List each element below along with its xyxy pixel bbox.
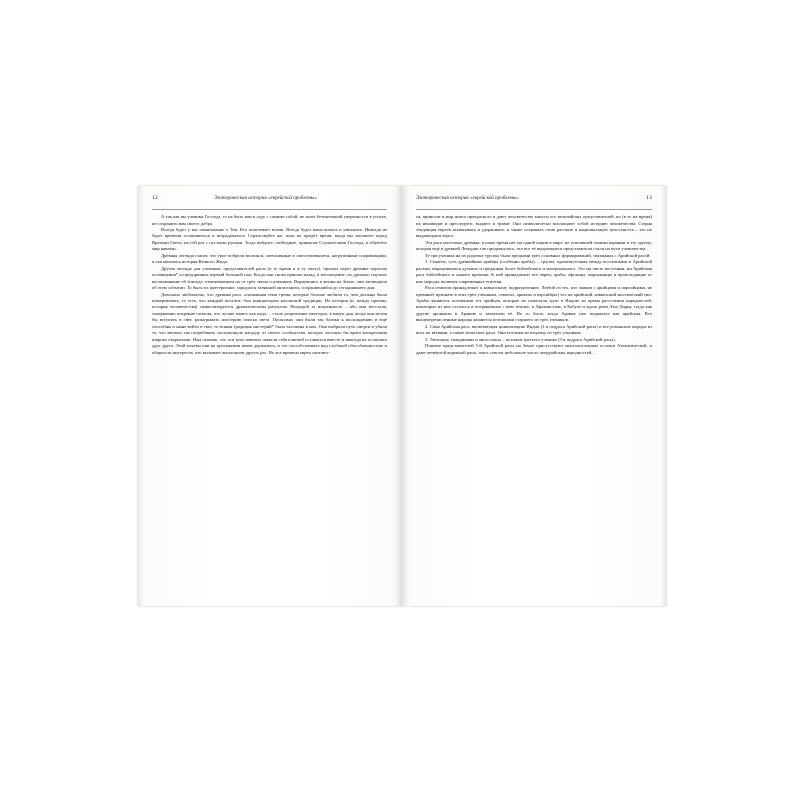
right-page-folio: 13 xyxy=(646,195,652,201)
page-edge-shadow-left xyxy=(138,186,143,606)
paragraph: А так как вы ученики Господа, то не быть вам в ладу с самими собой, не знать безмятежной уверенности в успехе, не сохранить вам своего добра. xyxy=(152,214,387,226)
left-page-running-title: Эзотерическая история «еврейской проблемы» xyxy=(214,195,317,201)
left-book-page xyxy=(138,186,402,606)
right-page-body-text xyxy=(416,214,652,356)
page-edge-shadow-right xyxy=(661,186,666,606)
paragraph: ся, приносят в мир много прекрасного и дают человечеству многих его величайших представителей, но (в то же время) их ненавидят и преследуют, выдают и травят. Они символически воплощают собой историю человечества. Старая тенденция евреев захватывать и удерживать, и также сохранять свою расовую и национальную целостность – это их выдающаяся черта. xyxy=(416,214,652,239)
right-book-page xyxy=(402,186,666,606)
right-page-header-rule xyxy=(416,209,652,210)
book-spread xyxy=(138,186,666,606)
paragraph: Раса семитов принадлежит к кавказскому подразделению. Любой из тех, кто знаком с арийцами и парсийцами, не преминёт признать в этих трёх ученикам, семитах, арияхах и парсийцах) тот же арийский, кавказский мистический тип. Арабы являются потомками тех арийцев, которые не пожелали идти в Индию во время расселения народностей, некоторые из них осталось в пограничных с нею землях: в Афганистане, в Кабуле и вдоль реки Аму-Дарья, тогда как другие проникли в Аравию и захватили её. Но то было, когда Аравия уже подвилась как арийская. Все вышеперечисленные народы являются потомками старшего из трёх учеников. xyxy=(416,285,652,323)
paragraph: Эта раса настолько древняя, в наше время нет ни одной нации в мире, не усвоившей своими корнями в эту группу, которая ещё в древней Лемурии так продвинулась, что все её выдающиеся представители стали на пути ученичества. xyxy=(416,239,652,252)
right-page-running-head xyxy=(416,196,652,204)
paragraph: Другая легенда для учеников, представителей расы (в то время и в ту эпоху), прошла через древние порталы посвящения* и предприняла первый большой шаг. Когда они снова пришли назад, в воплощение, их дремало смутное воспоминание об эпизоде, отмежевавшем их от трёх своих соучеников. Вернувшись к жизни на Земле, они заговорили об этом событии. То было их претерпение, зародился затяжной антагонизм, сохранившийся до сегодняшнего дня. xyxy=(152,265,387,291)
paragraph: Древняя легенда гласит, что трое побрели восвояси, опечаленные и ожесточившиеся, нагруженные сокровищами, и так начались история Вечного Жида. xyxy=(152,252,387,265)
paragraph: Те три ученика на их родовые группы были предками трёх основных формирований, связанных с Арийской расой: xyxy=(425,252,651,258)
left-page-running-head xyxy=(152,196,387,204)
paragraph: Помимо представителей 5-й Арийской расы на Земле присутствуют многочисленные остатки Атлантической, и даже четвёртой коренной расы, плюс совсем небольшое число лемурийских народностей... xyxy=(416,343,652,355)
list-item: 2. Сама Арийская раса, включающая цивилизацию Индии (1-я подраса Арийской расы) и все романские народы из всех их ветвями, а также кельтские расы. Они потомки во второму из трёх учеников. xyxy=(416,323,652,336)
left-page-header-rule xyxy=(152,209,387,210)
left-page-body-text xyxy=(152,214,387,356)
right-page-running-title: Эзотерическая история «еврейской проблемы» xyxy=(416,195,519,201)
left-page-folio: 12 xyxy=(152,195,158,201)
paragraph: Всегда будет у вас памятование о Том, Кто повелевает всеми. Всегда будет ваша копить и умножать. Никогда не будет времени остановиться и возрадоваться. Странствуйте же, пока не придёт время, когда вы застанете перед Вратами Света, на сей раз с пустыми руками. Тогда войдите, свободные, принятые Служителями Господа, и обретёте мир навеки». xyxy=(152,227,387,252)
paragraph: Довольно любопытно, что древняя раса, основанная теми тремя, которые больше любили то, чем должны были пожертвовать, то есть, что каждый получит, был инициатором масонской традиции. Их история (и, между прочим, история человечества) символизируется драматическим ритуалом. Наградой за искренность – ибо они воссталя, совершенно искренне полагая, что лучше знают, как надо, – стало разрешение ежегодно, в канун дня, когда они могли бы вступить в свет, разыгрывать мистерию поиска света. Поскольку они были так близки к восхождению и ещё способны и ныне войти в свет, то всякая традиция мистерий* была заложена в них. Они выбрали путь смерти и убили то, что мешало им потребовать заслуженную награду от своего сообщества, которое застояло бы врата воскресения широко открытыми. Нам сказано, что эти трое навечно связали себя клятвой оставаться вместе и никогда не оставлять друг друга. Этой клятвы они на протяжении веков держались, и это способствовала над глубокой обособленностью и общности интересов, что вызывает антагонизм других рас. Во все времена евреи скитают- xyxy=(152,291,387,355)
list-item: 3. Тевтонцы, скандинавы и англосаксы – потомки третьего ученика (5-я подраса Арийской расы). xyxy=(425,336,616,342)
list-item: 1. Семиты, суть древнейшие арийцы (особенно арабы), – группа, промежуточная между восточными и Арийской расами, выродившаяся духовно и преданная более библейского и материального. Это ни чисто восточная, ни Арийская раса библейского и нашего времени. К ней принадлежат все евреи, арабы, афганцы, марокканцы и происходящие от них народы, включая современных египтян. xyxy=(416,259,652,284)
